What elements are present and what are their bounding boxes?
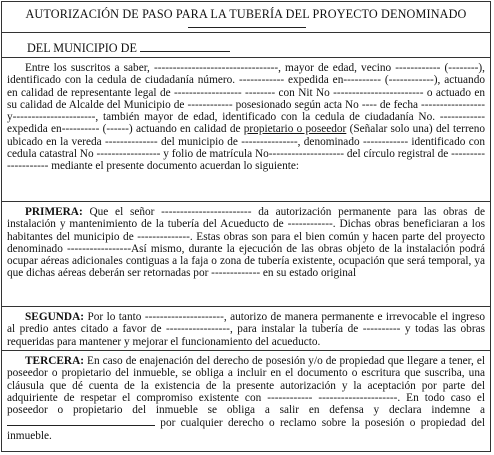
clause-primera-text: Que el señor ------------------------ da autorización permanente para las obras de instalación y mantenimiento de la tubería del Acueducto de ------------. Dichas obras beneficiaran a los habitantes del municipio de --------------. Estas obras son para el bien común y hacen parte del proyecto denominado -----------------Así mismo, durante la ejecución de las obras objeto de la instalación podrá ocupar aéreas adicionales contiguas a la faja o zona de tubería existente, ocupación que será temporal, ya que dichas aéreas deberán ser retornadas por ------------- en su estado original — [7, 206, 485, 280]
divider — [2, 350, 490, 351]
clause-tercera — [2, 355, 490, 442]
intro-text-1: Entre los suscritos a saber, ---------------------------------, mayor de edad, vecino ------------ (--------), identificado con la cedula de ciudadanía número. ------------ expedida en---------- (------------), actuando en calidad de representante legal de ------------------ -------- con Nit No ------------------------ o actuado en su calidad de Alcalde del Municipio de ------------ posesionado según acta No ---- de fecha -----------------y----------------------, también mayor de edad, identificado con la cedula de ciudadanía No. ------------ expedida en---------- (------) actuando en calidad de — [7, 62, 485, 136]
clause-segunda-lead: SEGUNDA: — [25, 311, 84, 323]
clause-tercera-text-b: por cualquier derecho o reclamo sobre la posesión o propiedad del inmueble. — [7, 417, 485, 442]
title-fill-line — [188, 27, 306, 28]
divider — [2, 201, 490, 202]
tercera-fill-line — [7, 416, 155, 426]
municipio-label: DEL MUNICIPIO DE — [27, 41, 137, 55]
divider — [2, 32, 490, 33]
intro-paragraph — [2, 62, 490, 173]
document-frame — [1, 1, 491, 452]
clause-segunda — [2, 311, 490, 348]
municipio-fill-line — [140, 41, 230, 52]
municipio-line — [27, 41, 230, 56]
clause-primera — [2, 206, 490, 280]
clause-tercera-lead: TERCERA: — [25, 355, 84, 367]
clause-segunda-text: Por lo tanto ---------------------, autorizo de manera permanente e irrevocable el ingreso al predio antes citado a favor de -----------------, para instalar la tubería de ---------- y todas las obras requeridas para mantener y mejorar el funcionamiento del acueducto. — [7, 311, 485, 348]
intro-underlined-text: propietario o poseedor — [243, 123, 347, 136]
divider — [2, 306, 490, 307]
clause-tercera-text-a: En caso de enajenación del derecho de posesión y/o de propiedad que llegare a tener, el poseedor o propietario del inmueble, se obliga a incluir en el documento o escritura que suscriba, una cláusula que dé cuenta de la existencia de la presente autorización y la aceptación por parte del adquiriente de respetar el compromiso existente con ------------ ---------------------. En todo caso el poseedor o propietario del inmueble se obliga a salir en defensa y declara indemne a — [7, 355, 485, 417]
divider — [2, 57, 490, 58]
clause-primera-lead: PRIMERA: — [25, 206, 83, 218]
intro-text-2: (Señalar solo una) del terreno ubicado en la vereda -------------- del municipio de ---------------, denominado ------------ identificado con cedula catastral No ----------------- y folio de matrícula No-------------------- del círculo registral de -------------------- mediante el presente documento acuerdan lo siguiente: — [7, 123, 486, 173]
document-title: AUTORIZACIÓN DE PASO PARA LA TUBERÍA DEL PROYECTO DENOMINADO — [25, 7, 467, 21]
